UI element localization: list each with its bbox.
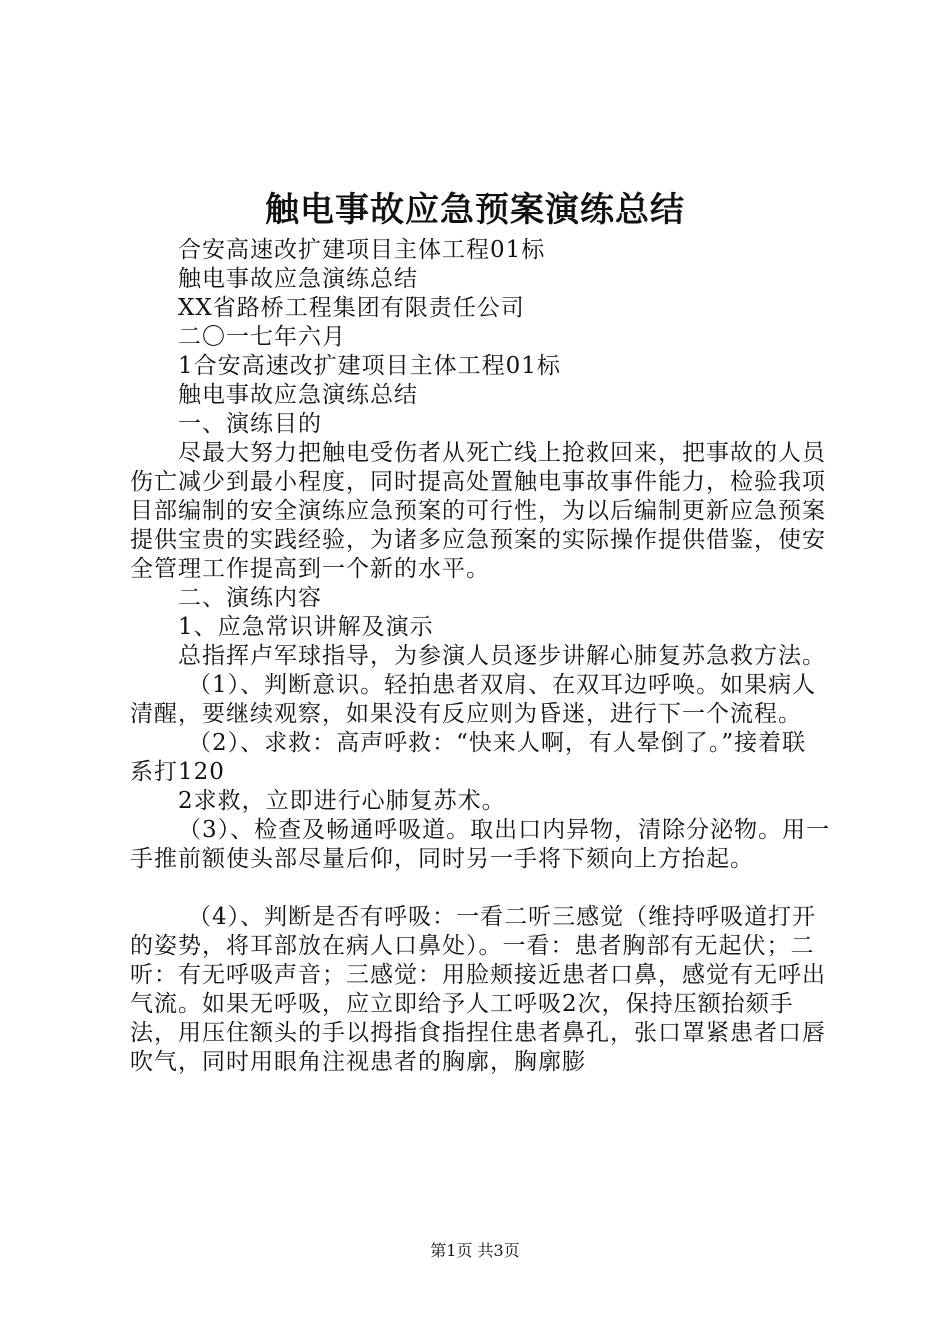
company-line: XX省路桥工程集团有限责任公司 <box>178 295 525 321</box>
paragraph-step-4: （4）、判断是否有呼吸：一看二听三感觉（维持呼吸道打开的姿势，将耳部放在病人口鼻处）。一看：患者胸部有无起伏；二听：有无呼吸声音；三感觉：用脸颊接近患者口鼻，感觉有无呼出气流。如果无呼吸，应立即给予人工呼吸2次，保持压额抬颏手法，用压住额头的手以拇指食指捏住患者鼻孔，张口罩紧患者口唇吹气，同时用眼角注视患者的胸廓，胸廓膨 <box>130 904 826 1075</box>
section-heading-content: 二、演练内容 <box>178 585 322 611</box>
paragraph-gap <box>130 874 830 903</box>
project-name-line: 合安高速改扩建项目主体工程01标 <box>178 237 546 263</box>
document-body <box>130 236 830 1077</box>
paragraph-step-3: （3）、检查及畅通呼吸道。取出口内异物，清除分泌物。用一手推前额使头部尽量后仰，同时另一手将下颏向上方抬起。 <box>130 817 831 872</box>
subtitle-line-repeat: 触电事故应急演练总结 <box>178 382 418 408</box>
document-title: 触电事故应急预案演练总结 <box>265 190 685 230</box>
paragraph-rescue: 2求救，立即进行心肺复苏术。 <box>178 788 506 814</box>
paragraph-purpose: 尽最大努力把触电受伤者从死亡线上抢救回来，把事故的人员伤亡减少到最小程度，同时提高处置触电事故事件能力，检验我项目部编制的安全演练应急预案的可行性，为以后编制更新应急预案提供宝贵的实践经验，为诸多应急预案的实际操作提供借鉴，使安全管理工作提高到一个新的水平。 <box>130 440 826 582</box>
date-line: 二〇一七年六月 <box>178 324 346 350</box>
page-number: 第1页 共3页 <box>430 1241 520 1260</box>
paragraph-step-2: （2）、求救：高声呼救：“快来人啊，有人晕倒了。”接着联系打120 <box>130 730 807 785</box>
project-name-line-repeat: 1合安高速改扩建项目主体工程01标 <box>178 353 561 379</box>
subtitle-line: 触电事故应急演练总结 <box>178 266 418 292</box>
section-heading-purpose: 一、演练目的 <box>178 411 322 437</box>
subsection-heading-1: 1、应急常识讲解及演示 <box>178 614 434 640</box>
paragraph-instruction: 总指挥卢军球指导，为参演人员逐步讲解心肺复苏急救方法。 <box>178 643 826 669</box>
paragraph-step-1: （1）、判断意识。轻拍患者双肩、在双耳边呼唤。如果病人清醒，要继续观察，如果没有反应则为昏迷，进行下一个流程。 <box>130 672 817 727</box>
